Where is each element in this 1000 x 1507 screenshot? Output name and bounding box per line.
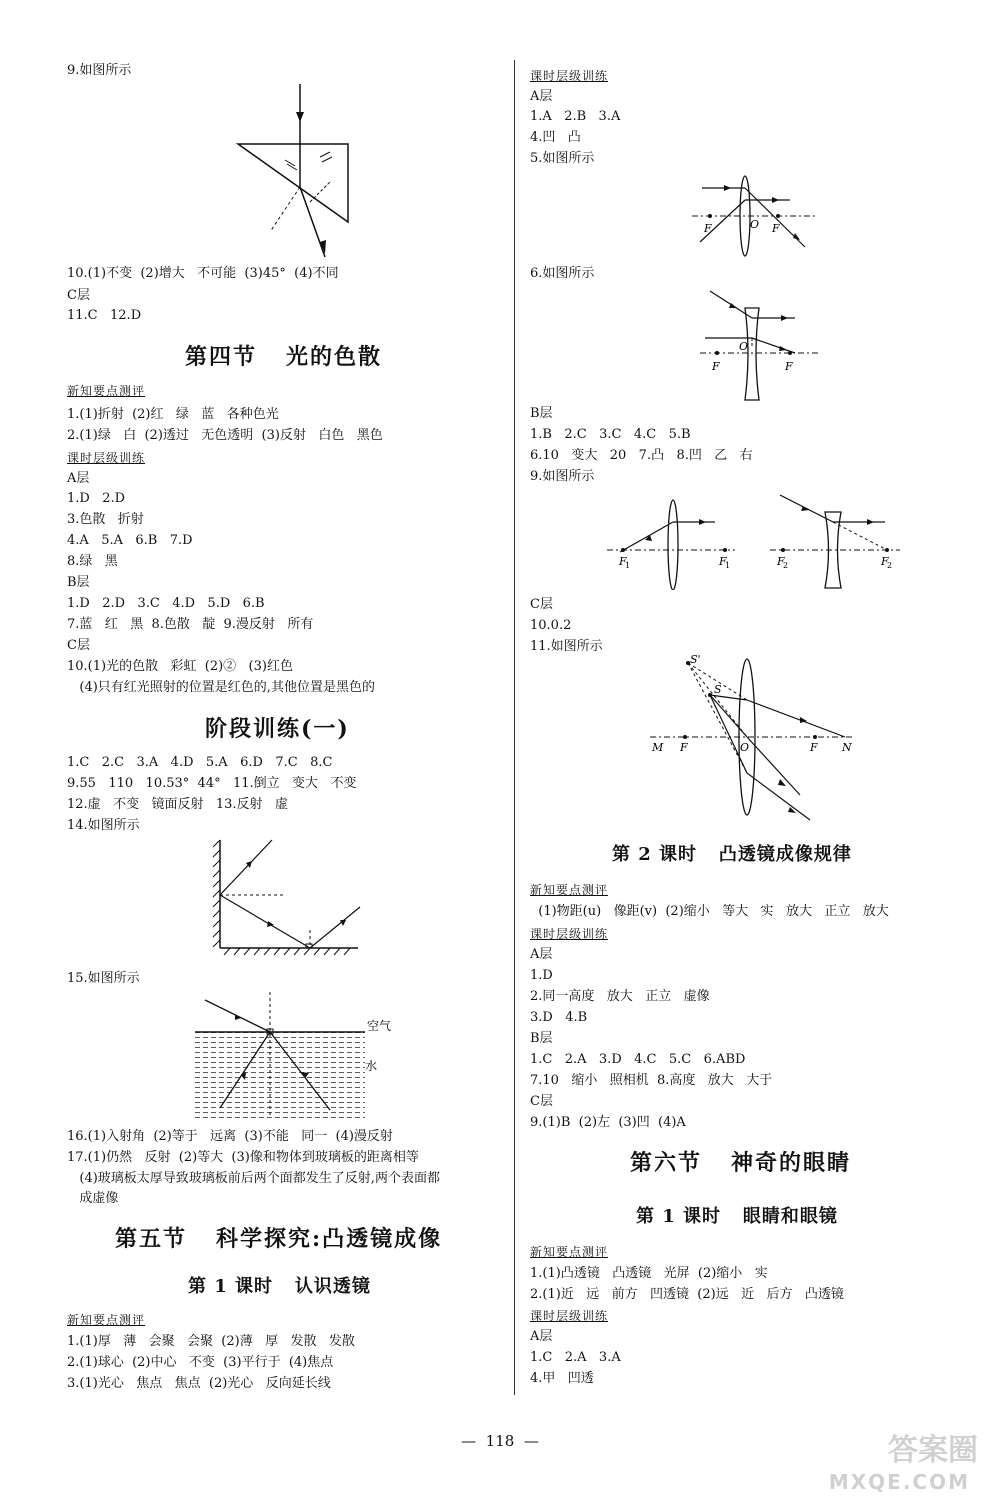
r-level-b: B层	[530, 406, 553, 421]
label-F2: F	[777, 555, 785, 568]
t15: 15.如图所示	[67, 971, 140, 986]
r-a1: 1.A 2.B 3.A	[530, 109, 621, 124]
label-F: F	[772, 222, 780, 235]
c10: 10.(1)光的色散 彩虹 (2)② (3)红色	[67, 659, 293, 674]
r-sub-lesson-training: 课时层级训练	[530, 69, 609, 83]
r-c29: 9.(1)B (2)左 (3)凹 (4)A	[530, 1115, 686, 1130]
s1: 1.(1)折射 (2)红 绿 蓝 各种色光	[67, 407, 279, 422]
r-level-c2: C层	[530, 1094, 553, 1109]
r-c10: 10.0.2	[530, 618, 572, 633]
r-e2: 2.(1)近 远 前方 凹透镜 (2)远 近 后方 凸透镜	[530, 1287, 844, 1302]
t17b: (4)玻璃板太厚导致玻璃板前后两个面都发生了反射,两个表面都	[67, 1171, 440, 1186]
q9-label: 9.如图所示	[67, 63, 132, 78]
lesson-1-title: 第 1 课时 认识透镜	[188, 1276, 371, 1297]
c10b: (4)只有红光照射的位置是红色的,其他位置是黑色的	[67, 680, 375, 695]
label-water: 水	[365, 1059, 378, 1073]
t14: 14.如图所示	[67, 818, 140, 833]
sub-header-new-knowledge: 新知要点测评	[67, 384, 146, 398]
t1: 1.C 2.C 3.A 4.D 5.A 6.D 7.C 8.C	[67, 755, 333, 770]
label-O: O	[750, 218, 760, 231]
label-F: F	[785, 360, 793, 373]
sub-header-lesson-training: 课时层级训练	[67, 451, 146, 465]
subscript-1: 1	[725, 561, 731, 570]
watermark-logo: 答案圈	[888, 1433, 978, 1468]
level-a: A层	[67, 471, 90, 486]
r-sub-new-knowledge: 新知要点测评	[530, 883, 609, 897]
r-a5: 5.如图所示	[530, 151, 595, 166]
r-b21: 1.C 2.A 3.D 4.C 5.C 6.ABD	[530, 1052, 746, 1067]
r-level-a: A层	[530, 89, 553, 104]
a3: 3.色散 折射	[67, 512, 144, 527]
r-sub-lesson-training-2: 课时层级训练	[530, 927, 609, 941]
subscript-2: 2	[887, 561, 893, 570]
level-c2: C层	[67, 638, 90, 653]
section-6-title: 第六节 神奇的眼睛	[630, 1150, 851, 1176]
section-5-title: 第五节 科学探究:凸透镜成像	[115, 1226, 443, 1252]
label-air: 空气	[367, 1019, 392, 1033]
a1: 1.D 2.D	[67, 491, 126, 506]
label-S: S	[714, 683, 722, 696]
r-b27: 7.10 缩小 照相机 8.高度 放大 大于	[530, 1073, 773, 1088]
b1: 1.D 2.D 3.C 4.D 5.D 6.B	[67, 596, 265, 611]
section-4-title: 第四节 光的色散	[185, 344, 382, 370]
r-a23: 3.D 4.B	[530, 1010, 588, 1025]
prism-figure	[230, 82, 360, 267]
n2: 2.(1)球心 (2)中心 不变 (3)平行于 (4)焦点	[67, 1355, 334, 1370]
a8: 8.绿 黑	[67, 554, 118, 569]
column-divider	[514, 60, 515, 1395]
r-a22: 2.同一高度 放大 正立 虚像	[530, 989, 710, 1004]
r-b9: 9.如图所示	[530, 469, 595, 484]
subscript-2: 2	[783, 561, 789, 570]
n1: 1.(1)厚 薄 会聚 会聚 (2)薄 厚 发散 发散	[67, 1334, 355, 1349]
convex-lens-virtual-image-figure	[650, 655, 860, 825]
q10: 10.(1)不变 (2)增大 不可能 (3)45° (4)不同	[67, 266, 339, 281]
r-level-c: C层	[530, 597, 553, 612]
sub-header-new-knowledge-2: 新知要点测评	[67, 1313, 146, 1327]
label-S-prime: S'	[690, 655, 701, 666]
b7: 7.蓝 红 黑 8.色散 靛 9.漫反射 所有	[67, 617, 314, 632]
r-b6: 6.10 变大 20 7.凸 8.凹 乙 右	[530, 448, 753, 463]
label-F: F	[712, 360, 720, 373]
r-b1: 1.B 2.C 3.C 4.C 5.B	[530, 427, 691, 442]
lens-figure-pair	[605, 490, 905, 590]
t12: 12.虚 不变 镜面反射 13.反射 虚	[67, 797, 288, 812]
r-level-a3: A层	[530, 1329, 553, 1344]
r-a21: 1.D	[530, 968, 553, 983]
r-level-b2: B层	[530, 1031, 553, 1046]
page-number: — 118 —	[461, 1432, 539, 1450]
r-c11: 11.如图所示	[530, 639, 603, 654]
r-a4: 4.凹 凸	[530, 130, 581, 145]
r-a34: 4.甲 凹透	[530, 1371, 594, 1386]
a4: 4.A 5.A 6.B 7.D	[67, 533, 193, 548]
label-F: F	[704, 222, 712, 235]
label-O: O	[739, 340, 749, 353]
lesson-2-title: 第 2 课时 凸透镜成像规律	[612, 844, 852, 865]
lesson-3-title: 第 1 课时 眼睛和眼镜	[636, 1206, 838, 1227]
r-sub-lesson-training-3: 课时层级训练	[530, 1309, 609, 1323]
level-c: C层	[67, 288, 90, 303]
t17c: 成虚像	[67, 1191, 119, 1206]
r-e1: 1.(1)凸透镜 凸透镜 光屏 (2)缩小 实	[530, 1266, 768, 1281]
r-a6: 6.如图所示	[530, 266, 595, 281]
r-n1: (1)物距(u) 像距(v) (2)缩小 等大 实 放大 正立 放大	[530, 904, 889, 919]
subscript-1: 1	[625, 561, 631, 570]
label-F1: F	[719, 555, 727, 568]
t16: 16.(1)入射角 (2)等于 远离 (3)不能 同一 (4)漫反射	[67, 1129, 393, 1144]
label-M: M	[652, 741, 664, 754]
concave-lens-figure-1	[695, 288, 825, 403]
label-N: N	[842, 741, 852, 754]
mirror-reflection-figure	[210, 835, 370, 965]
t9: 9.55 110 10.53° 44° 11.倒立 变大 不变	[67, 776, 357, 791]
r-sub-new-knowledge-2: 新知要点测评	[530, 1245, 609, 1259]
q11: 11.C 12.D	[67, 308, 142, 323]
stage-training-title: 阶段训练(一)	[205, 716, 350, 742]
level-b: B层	[67, 575, 90, 590]
refraction-water-figure	[195, 990, 395, 1120]
label-F2: F	[881, 555, 889, 568]
r-level-a2: A层	[530, 947, 553, 962]
s2: 2.(1)绿 白 (2)透过 无色透明 (3)反射 白色 黑色	[67, 428, 383, 443]
label-F1: F	[619, 555, 627, 568]
label-F: F	[680, 741, 688, 754]
label-O: O	[740, 741, 750, 754]
label-F: F	[810, 741, 818, 754]
n3: 3.(1)光心 焦点 焦点 (2)光心 反向延长线	[67, 1376, 331, 1391]
watermark-url: MXQE.COM	[828, 1470, 970, 1494]
r-a31: 1.C 2.A 3.A	[530, 1350, 621, 1365]
convex-lens-figure-1	[690, 172, 820, 262]
t17: 17.(1)仍然 反射 (2)等大 (3)像和物体到玻璃板的距离相等	[67, 1150, 419, 1165]
